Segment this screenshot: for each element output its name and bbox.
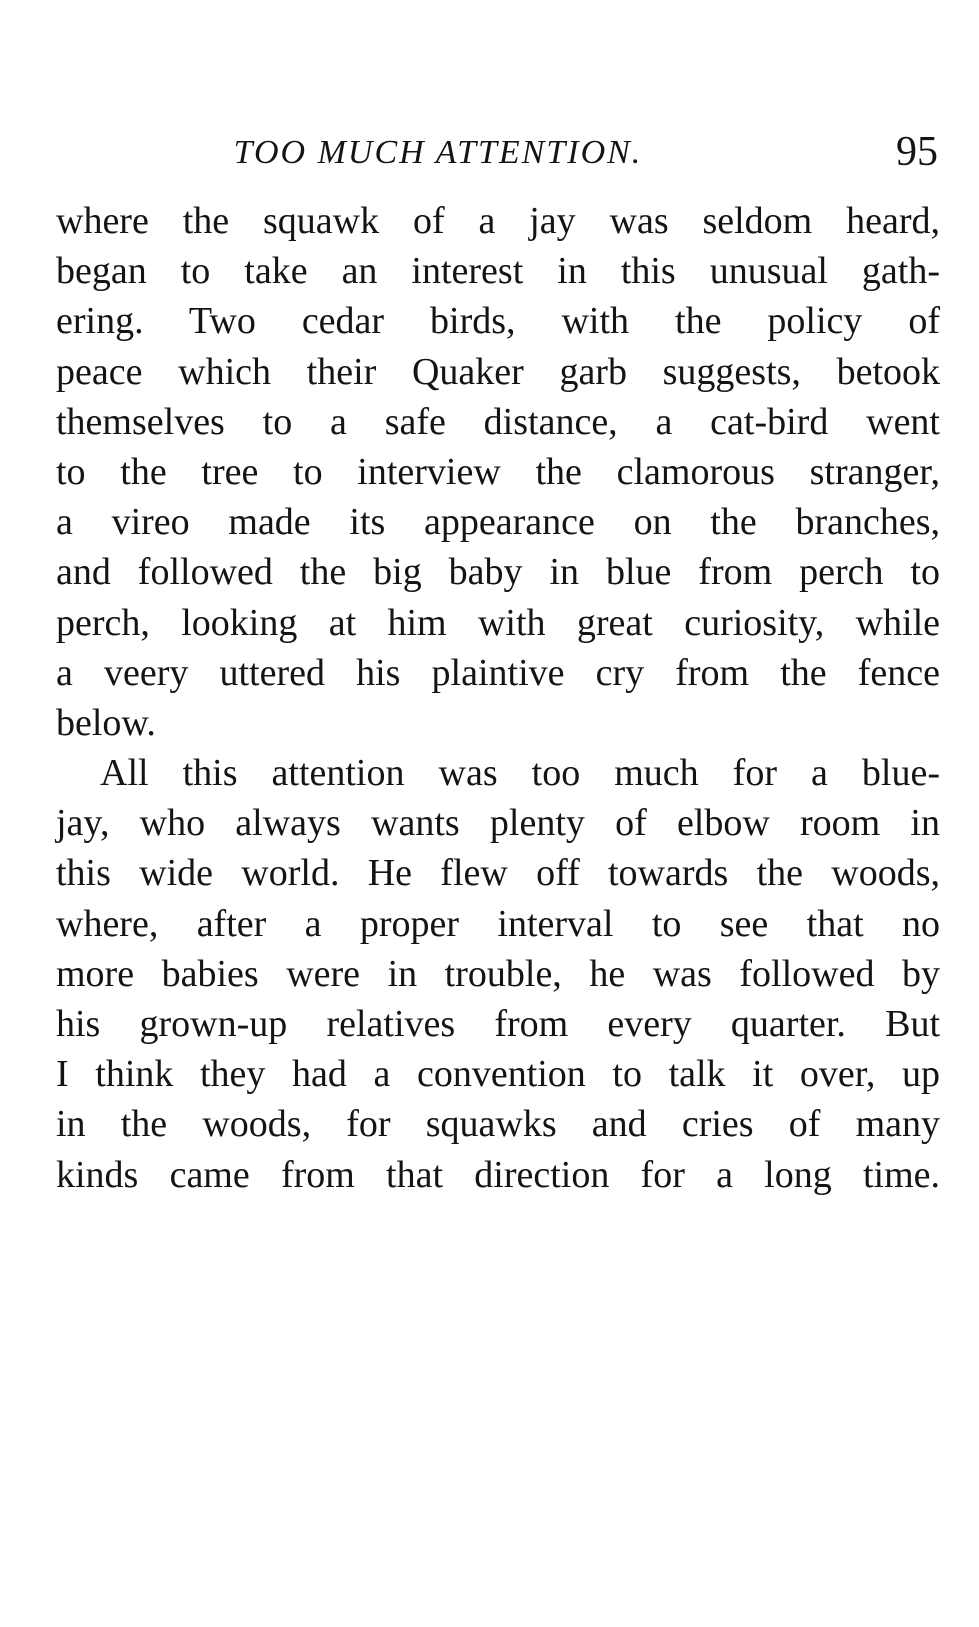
running-title: TOO MUCH ATTENTION. (233, 134, 643, 171)
text-line: perch, looking at him with great curiosity, while (56, 601, 940, 644)
text-line: and followed the big baby in blue from perch to (56, 551, 940, 594)
paragraph-2 (56, 748, 940, 1200)
text-line: where the squawk of a jay was seldom heard, (56, 200, 940, 242)
text-line: ering. Two cedar birds, with the policy of (56, 300, 940, 343)
text-line: jay, who always wants plenty of elbow room in (56, 802, 940, 845)
text-line: themselves to a safe distance, a cat-bird went (56, 400, 940, 443)
page-number: 95 (896, 129, 938, 175)
body-text (56, 196, 940, 1200)
text-line: peace which their Quaker garb suggests, betook (56, 350, 940, 393)
text-line: more babies were in trouble, he was followed by (56, 952, 940, 995)
text-line: kinds came from that direction for a long time. (56, 1153, 940, 1196)
text-line: his grown-up relatives from every quarter. But (56, 1003, 940, 1045)
text-line: to the tree to interview the clamorous stranger, (56, 450, 940, 493)
text-line: began to take an interest in this unusual gath- (56, 250, 940, 293)
text-line: All this attention was too much for a blue- (100, 752, 940, 795)
text-line: where, after a proper interval to see that no (56, 902, 940, 945)
text-line: in the woods, for squawks and cries of many (56, 1103, 940, 1146)
text-line: a vireo made its appearance on the branches, (56, 501, 940, 544)
text-line: this wide world. He flew off towards the woods, (56, 852, 940, 895)
running-head (58, 128, 938, 178)
text-line: a veery uttered his plaintive cry from the fence (56, 651, 940, 694)
text-line: below. (56, 701, 156, 744)
paragraph-1 (56, 196, 940, 748)
text-line: I think they had a convention to talk it over, up (56, 1053, 940, 1096)
